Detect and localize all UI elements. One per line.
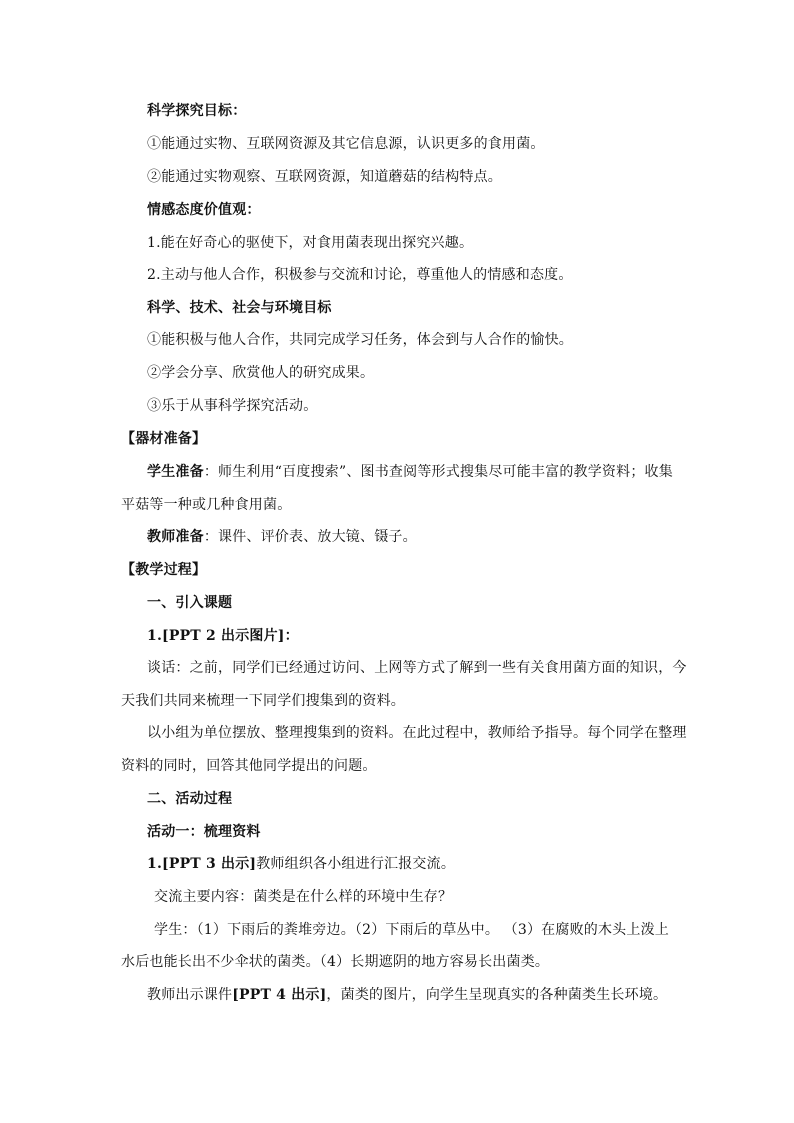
student-prep-text: ：师生利用“百度搜索”、图书查阅等形式搜集尽可能丰富的教学资料；收集 <box>203 464 673 480</box>
group-line-2: 资料的同时，回答其他同学提出的问题。 <box>121 758 377 774</box>
emotion-goal-heading: 情感态度价值观： <box>147 202 261 218</box>
student-answer-line-2: 水后也能长出不少伞状的菌类。（4）长期遮阴的地方容易长出菌类。 <box>121 954 550 970</box>
student-answer-line-1: 学生：（1）下雨后的粪堆旁边。（2）下雨后的草丛中。 （3）在腐败的木头上泼上 <box>154 922 669 938</box>
student-prep-label: 学生准备 <box>147 464 204 480</box>
talk-line-2: 天我们共同来梳理一下同学们搜集到的资料。 <box>121 693 405 709</box>
teacher-prep-line <box>147 527 417 547</box>
talk-line-1: 谈话：之前，同学们已经通过访问、上网等方式了解到一些有关食用菌方面的知识，今 <box>147 660 687 676</box>
equipment-heading: 【器材准备】 <box>121 431 207 447</box>
step2-label: 1.[PPT 3 出示] <box>147 856 257 872</box>
exchange-line: 交流主要内容：菌类是在什么样的环境中生存？ <box>154 889 453 905</box>
science-goal-item-1: ①能通过实物、互联网资源及其它信息源，认识更多的食用菌。 <box>147 136 545 152</box>
emotion-goal-item-2: 2.主动与他人合作，积极参与交流和讨论，尊重他人的情感和态度。 <box>147 267 573 283</box>
science-goal-heading: 科学探究目标： <box>147 103 247 119</box>
student-prep-line-2: 平菇等一种或几种食用菌。 <box>121 497 292 513</box>
part2-title: 二、活动过程 <box>147 791 233 807</box>
emotion-goal-item-1: 1.能在好奇心的驱使下，对食用菌表现出探究兴趣。 <box>147 235 474 251</box>
science-goal-item-2: ②能通过实物观察、互联网资源，知道蘑菇的结构特点。 <box>147 169 502 185</box>
sts-goal-item-3: ③乐于从事科学探究活动。 <box>147 398 318 414</box>
teacher-prep-text: ：课件、评价表、放大镜、镊子。 <box>203 529 417 545</box>
sts-goal-heading: 科学、技术、社会与环境目标 <box>147 300 332 316</box>
group-line-1: 以小组为单位摆放、整理搜集到的资料。在此过程中，教师给予指导。每个同学在整理 <box>147 725 687 741</box>
part1-title: 一、引入课题 <box>147 595 233 611</box>
sts-goal-item-2: ②学会分享、欣赏他人的研究成果。 <box>147 365 375 381</box>
teacher-show-label: [PPT 4 出示] <box>232 987 327 1003</box>
teacher-show-line <box>147 985 667 1005</box>
activity1-title: 活动一：梳理资料 <box>147 824 261 840</box>
teacher-show-post: ，菌类的图片，向学生呈现真实的各种菌类生长环境。 <box>326 987 668 1003</box>
process-heading: 【教学过程】 <box>121 562 207 578</box>
step1-title: 1.[PPT 2 出示图片]： <box>147 628 299 644</box>
student-prep-line-1 <box>147 462 673 482</box>
sts-goal-item-1: ①能积极与他人合作，共同完成学习任务，体会到与人合作的愉快。 <box>147 332 573 348</box>
teacher-prep-label: 教师准备 <box>147 529 204 545</box>
teacher-show-pre: 教师出示课件 <box>147 987 233 1003</box>
step2-line <box>147 854 455 874</box>
step2-text: 教师组织各小组进行汇报交流。 <box>256 856 456 872</box>
